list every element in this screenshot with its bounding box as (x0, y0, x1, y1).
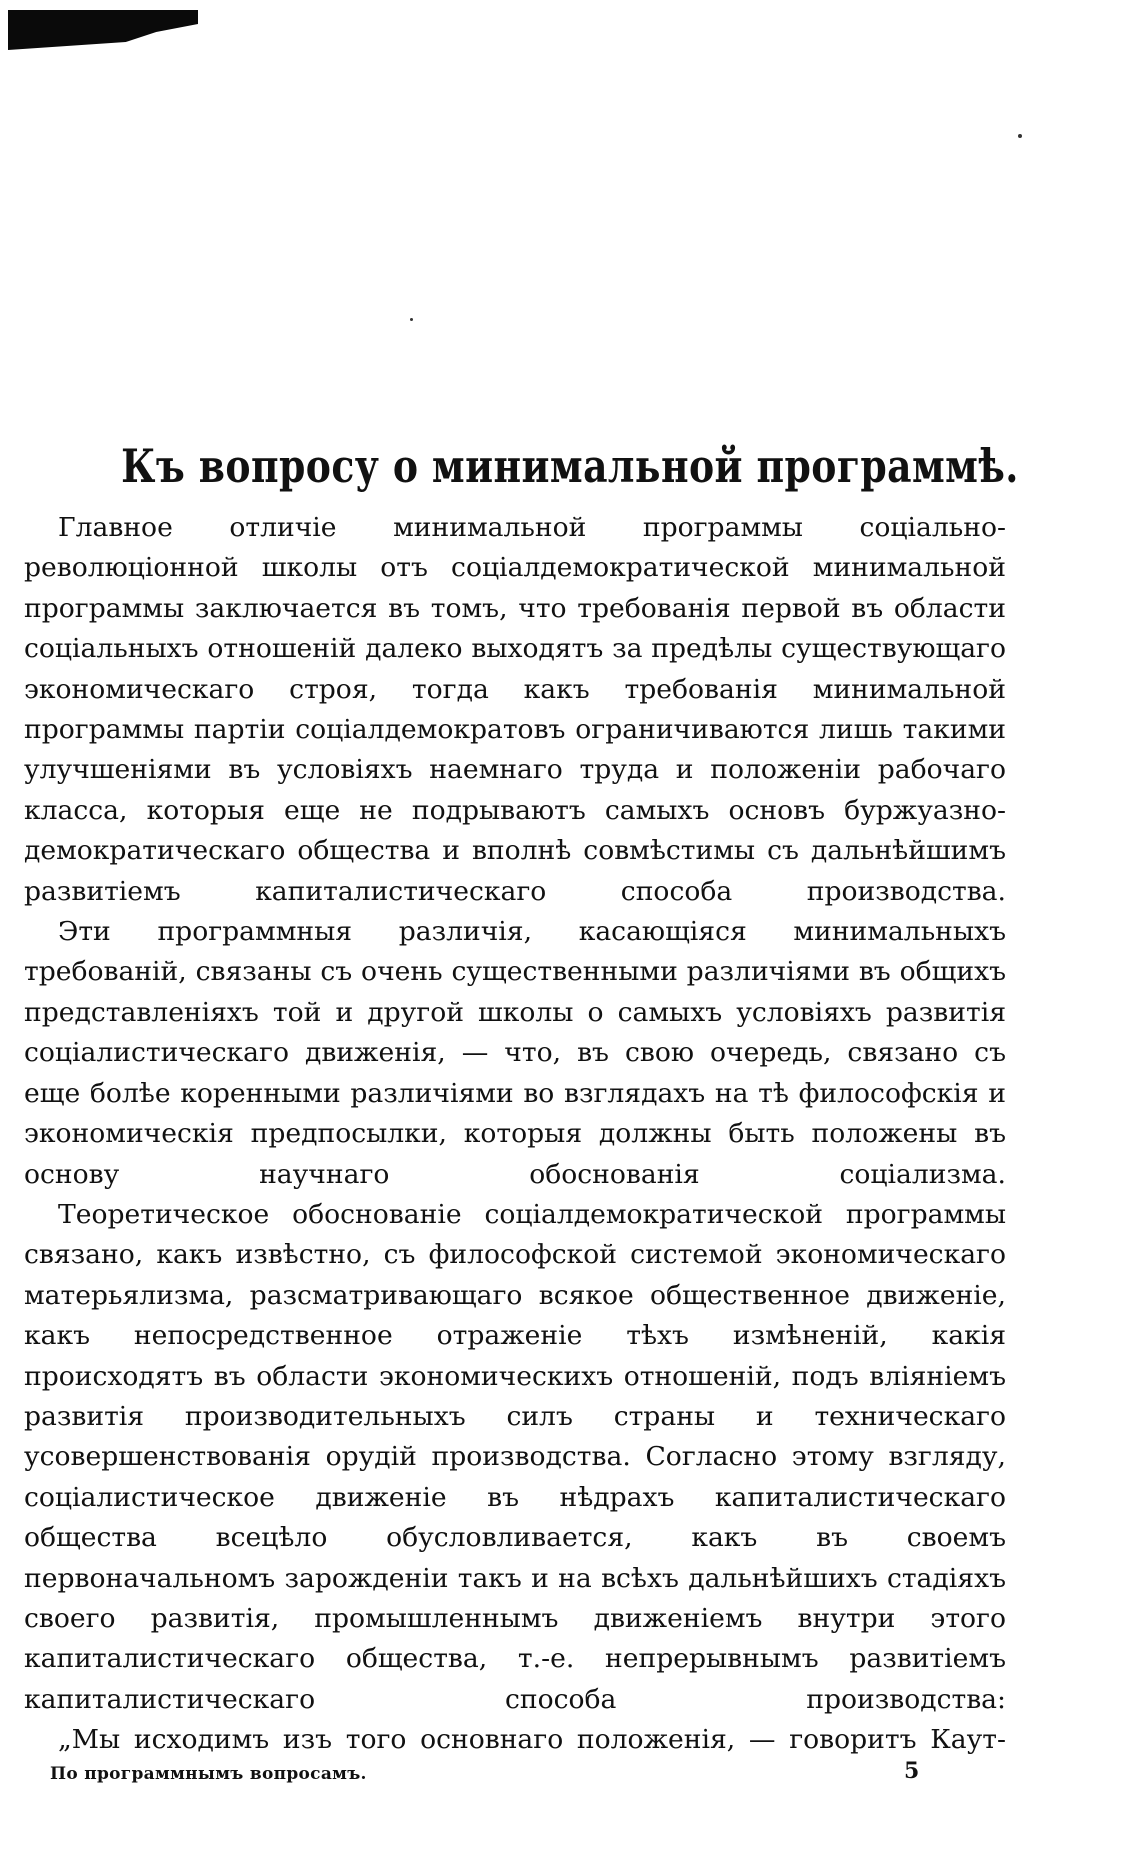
paragraph: Эти программныя различія, касающіяся минимальныхъ требованій, связаны съ очень существенными различіями въ общихъ представленіяхъ той и другой школы о самыхъ условіяхъ развитія соціалистическаго движенія, — что, въ свою очередь, связано съ еще болѣе коренными различіями во взглядахъ на тѣ философскія и экономическія предпосылки, которыя должны быть положены въ основу научнаго обоснованія соціализма. (24, 916, 1006, 1190)
scan-speck (410, 318, 413, 321)
scan-edge-mark (8, 10, 198, 50)
page-title: Къ вопросу о минимальной программѣ. (121, 438, 1019, 493)
paragraph: „Мы исходимъ изъ того основнаго положенія, — говоритъ Каут- (58, 1724, 1006, 1756)
page-number: 5 (904, 1758, 920, 1784)
running-title: По программнымъ вопросамъ. (50, 1764, 367, 1784)
body-text (24, 508, 1006, 1761)
scan-speck (1018, 134, 1022, 138)
paragraph: Главное отличіе минимальной программы соціально-революціонной школы отъ соціалдемократической минимальной программы заключается въ томъ, что требованія первой въ области соціальныхъ отношеній далеко выходятъ за предѣлы существующаго экономическаго строя, тогда какъ требованія минимальной программы партіи соціалдемократовъ ограничиваются лишь такими улучшеніями въ условіяхъ наемнаго труда и положеніи рабочаго класса, которыя еще не подрываютъ самыхъ основъ буржуазно-демократическаго общества и вполнѣ совмѣстимы съ дальнѣйшимъ развитіемъ капиталистическаго способа производства. (24, 512, 1006, 907)
paragraph: Теоретическое обоснованіе соціалдемократической программы связано, какъ извѣстно, съ философской системой экономическаго матерьялизма, разсматривающаго всякое общественное движеніе, какъ непосредственное отраженіе тѣхъ измѣненій, какія происходятъ въ области экономическихъ отношеній, подъ вліяніемъ развитія производительныхъ силъ страны и техническаго усовершенствованія орудій производства. Согласно этому взгляду, соціалистическое движеніе въ нѣдрахъ капиталистическаго общества всецѣло обусловливается, какъ въ своемъ первоначальномъ зарожденіи такъ и на всѣхъ дальнѣйшихъ стадіяхъ своего развитія, промышленнымъ движеніемъ внутри этого капиталистическаго общества, т.-е. непрерывнымъ развитіемъ капиталистическаго способа производства: (24, 1198, 1006, 1715)
